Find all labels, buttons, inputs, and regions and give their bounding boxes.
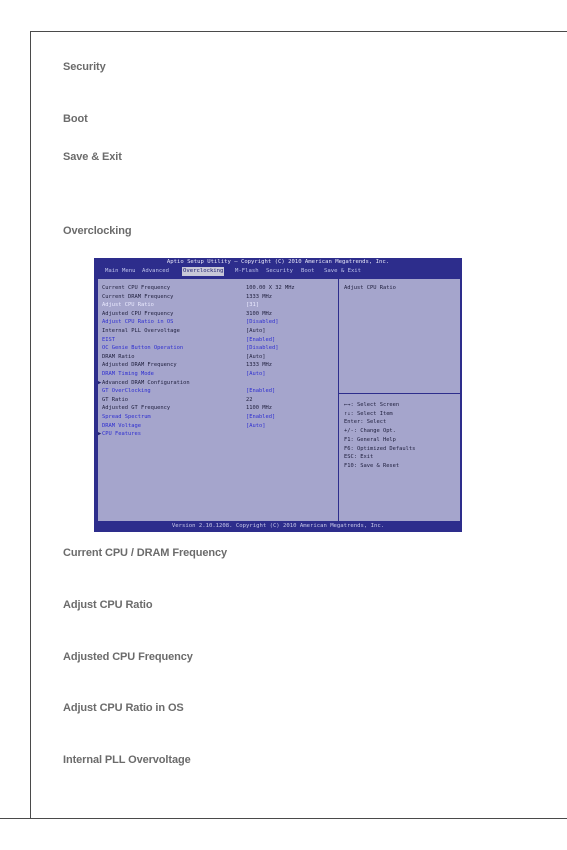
- submenu-arrow-icon: ▶: [98, 431, 102, 438]
- key-enter-select: Enter: Select: [344, 419, 387, 426]
- bios-menu-boot[interactable]: Boot: [301, 268, 315, 274]
- bios-menu-menu[interactable]: Menu: [122, 268, 136, 274]
- heading-save-exit: Save & Exit: [63, 151, 122, 163]
- page-frame-bottom: [0, 818, 567, 819]
- bios-menu-bar: [94, 267, 462, 276]
- key-change-opt: +/-: Change Opt.: [344, 428, 396, 435]
- bios-title: Aptio Setup Utility – Copyright (C) 2010 American Megatrends, Inc.: [166, 259, 390, 265]
- heading-security: Security: [63, 61, 106, 73]
- key-save-reset: F10: Save & Reset: [344, 462, 400, 469]
- key-select-screen: ←→: Select Screen: [344, 402, 400, 408]
- page-frame-top: [30, 31, 567, 32]
- heading-current-frequency: Current CPU / DRAM Frequency: [63, 547, 228, 559]
- heading-boot: Boot: [63, 113, 88, 125]
- page-frame-left: [30, 31, 31, 818]
- bios-panel-divider: [338, 279, 339, 521]
- bios-footer: Version 2.10.1208. Copyright (C) 2010 American Megatrends, Inc.: [171, 523, 385, 529]
- submenu-arrow-icon: ▶: [98, 379, 102, 386]
- heading-adjust-cpu-ratio: Adjust CPU Ratio: [63, 599, 153, 611]
- key-esc-exit: ESC: Exit: [344, 454, 374, 461]
- bios-screenshot: [94, 258, 462, 532]
- bios-menu-security[interactable]: Security: [266, 268, 293, 274]
- bios-menu-advanced[interactable]: Advanced: [142, 268, 169, 274]
- bios-menu-main[interactable]: Main: [105, 268, 119, 274]
- bios-menu-overclocking[interactable]: Overclocking: [183, 268, 224, 274]
- key-general-help: F1: General Help: [344, 436, 396, 443]
- heading-adjust-cpu-ratio-os: Adjust CPU Ratio in OS: [63, 702, 184, 714]
- key-select-item: ↑↓: Select Item: [344, 410, 393, 417]
- key-optimized-defaults: F6: Optimized Defaults: [344, 445, 416, 452]
- bios-help-text: Adjust CPU Ratio: [344, 285, 396, 291]
- bios-menu-save-exit[interactable]: Save & Exit: [324, 268, 362, 274]
- heading-overclocking: Overclocking: [63, 225, 132, 237]
- bios-menu-mflash[interactable]: M-Flash: [235, 268, 259, 274]
- bios-help-divider: [339, 393, 460, 394]
- bios-main-panel: Current CPU Frequency 100.00 X 32 MHz Current DRAM Frequency 1333 MHz Adjust CPU Ratio [31] Adjusted CPU Frequency 3100 MHz Adjust CPU Ratio in OS [Disabled] Internal PLL Overvoltage [Auto] EIST [Enabled] OC Genie Button Operation [Disabled] DRAM Ratio [Auto] Adjusted DRAM Frequency 1333 MHz DRAM Timing Mode [Auto] ▶ Advanced DRAM Configuration GT OverClocking [Enabled] GT Ratio 22 Adjusted GT Frequency 1100 MHz Spread Spectrum [Enabled] DRAM Voltage [Auto] ▶ CPU Features Adjust CPU Ratio ←→: Select Screen ↑↓: Select Item Enter: Select +/-: Change Opt. F1: General Help F6: Optimized Defaults ESC: Exit F10: Save & Reset: [97, 278, 461, 522]
- heading-internal-pll-overvoltage: Internal PLL Overvoltage: [63, 754, 191, 766]
- heading-adjusted-cpu-frequency: Adjusted CPU Frequency: [63, 651, 193, 663]
- bios-key-legend: [344, 401, 415, 471]
